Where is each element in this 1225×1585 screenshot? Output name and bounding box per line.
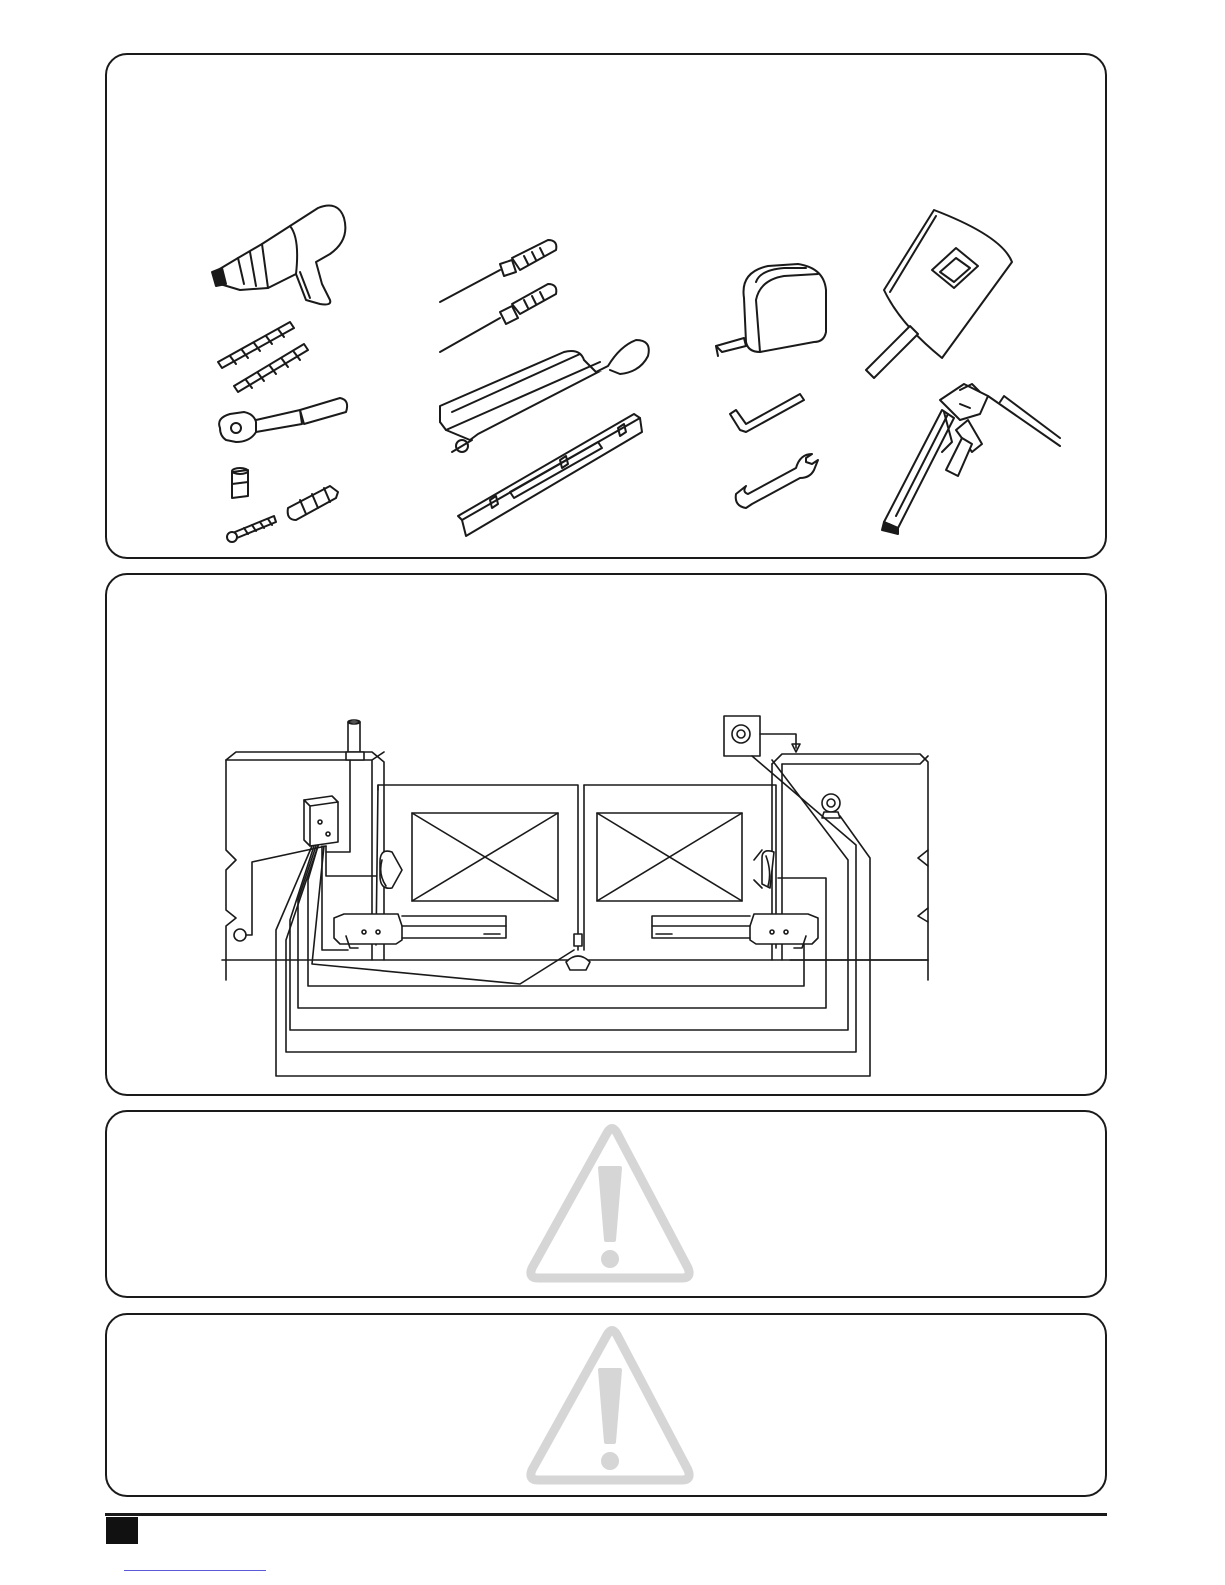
- receiver-antenna-icon: [724, 716, 800, 756]
- screwdriver-icon: [440, 240, 556, 352]
- caulking-gun-icon: [882, 384, 1060, 534]
- spirit-level-icon: [458, 414, 642, 536]
- power-drill-icon: [212, 206, 345, 305]
- linear-actuator-right-icon: [652, 914, 818, 948]
- control-unit-icon: [304, 796, 338, 846]
- welding-mask-icon: [866, 210, 1012, 378]
- footer-link[interactable]: [124, 1560, 266, 1571]
- warning-triangle-icon: [531, 1129, 689, 1279]
- footer-divider: [105, 1513, 1107, 1516]
- open-end-spanner-icon: [736, 454, 818, 508]
- socket-icon: [232, 468, 248, 498]
- allen-key-icon: [730, 394, 804, 432]
- photocell-post-icon: [822, 794, 840, 818]
- key-selector-icon: [234, 929, 246, 941]
- page-number-block: [106, 1517, 138, 1544]
- linear-actuator-left-icon: [334, 914, 506, 948]
- gate-layout-diagram: [222, 716, 928, 1076]
- photocell-icon-right: [754, 850, 774, 888]
- tape-measure-icon: [716, 264, 826, 356]
- flashing-lamp-icon: [346, 720, 364, 760]
- ratchet-wrench-icon: [219, 398, 347, 442]
- drill-bit-icon: [218, 322, 308, 392]
- photocell-icon-left: [380, 851, 402, 888]
- warning-triangle-icon: [531, 1331, 689, 1481]
